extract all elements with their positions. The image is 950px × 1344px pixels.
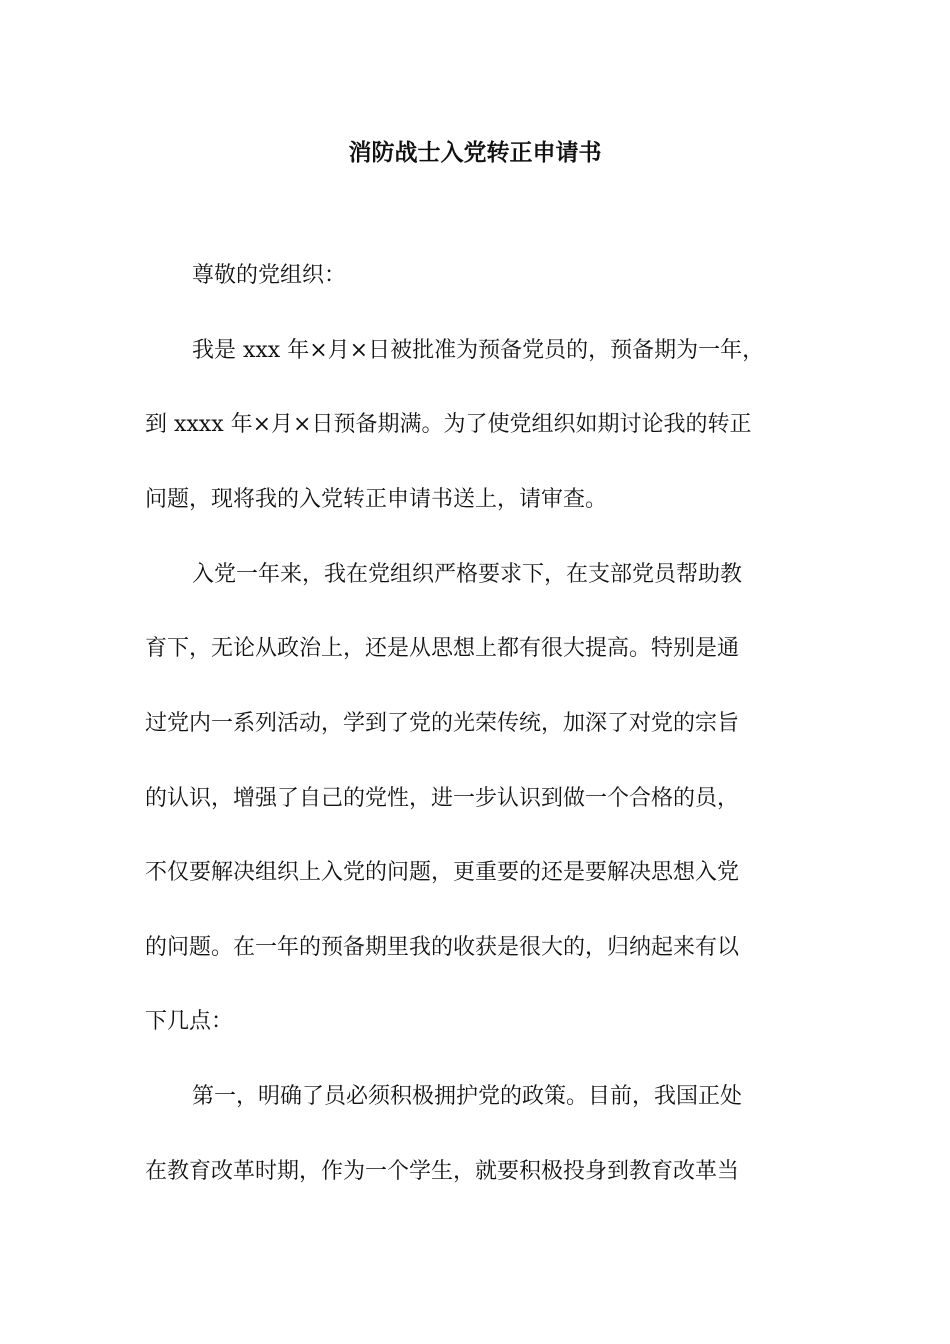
paragraph-line: 我是 xxx 年×月×日被批准为预备党员的，预备期为一年， [192, 338, 765, 363]
paragraph-line: 问题，现将我的入党转正申请书送上，请审查。 [145, 487, 608, 512]
paragraph-line: 的问题。在一年的预备期里我的收获是很大的，归纳起来有以 [145, 935, 740, 960]
paragraph-line: 到 xxxx 年×月×日预备期满。为了使党组织如期讨论我的转正 [145, 412, 752, 437]
paragraph-line: 第一，明确了员必须积极拥护党的政策。目前，我国正处 [192, 1084, 743, 1109]
paragraph-line: 不仅要解决组织上入党的问题，更重要的还是要解决思想入党 [145, 860, 740, 885]
paragraph-line: 过党内一系列活动，学到了党的光荣传统，加深了对党的宗旨 [145, 711, 740, 736]
salutation-line: 尊敬的党组织： [192, 263, 347, 288]
paragraph-line: 下几点： [145, 1009, 234, 1034]
paragraph-line: 的认识，增强了自己的党性，进一步认识到做一个合格的员， [145, 786, 740, 811]
paragraph-line: 入党一年来，我在党组织严格要求下，在支部党员帮助教 [192, 562, 743, 587]
paragraph-line: 育下，无论从政治上，还是从思想上都有很大提高。特别是通 [145, 636, 740, 661]
document-title: 消防战士入党转正申请书 [348, 139, 602, 166]
paragraph-line: 在教育改革时期，作为一个学生，就要积极投身到教育改革当 [145, 1159, 740, 1184]
